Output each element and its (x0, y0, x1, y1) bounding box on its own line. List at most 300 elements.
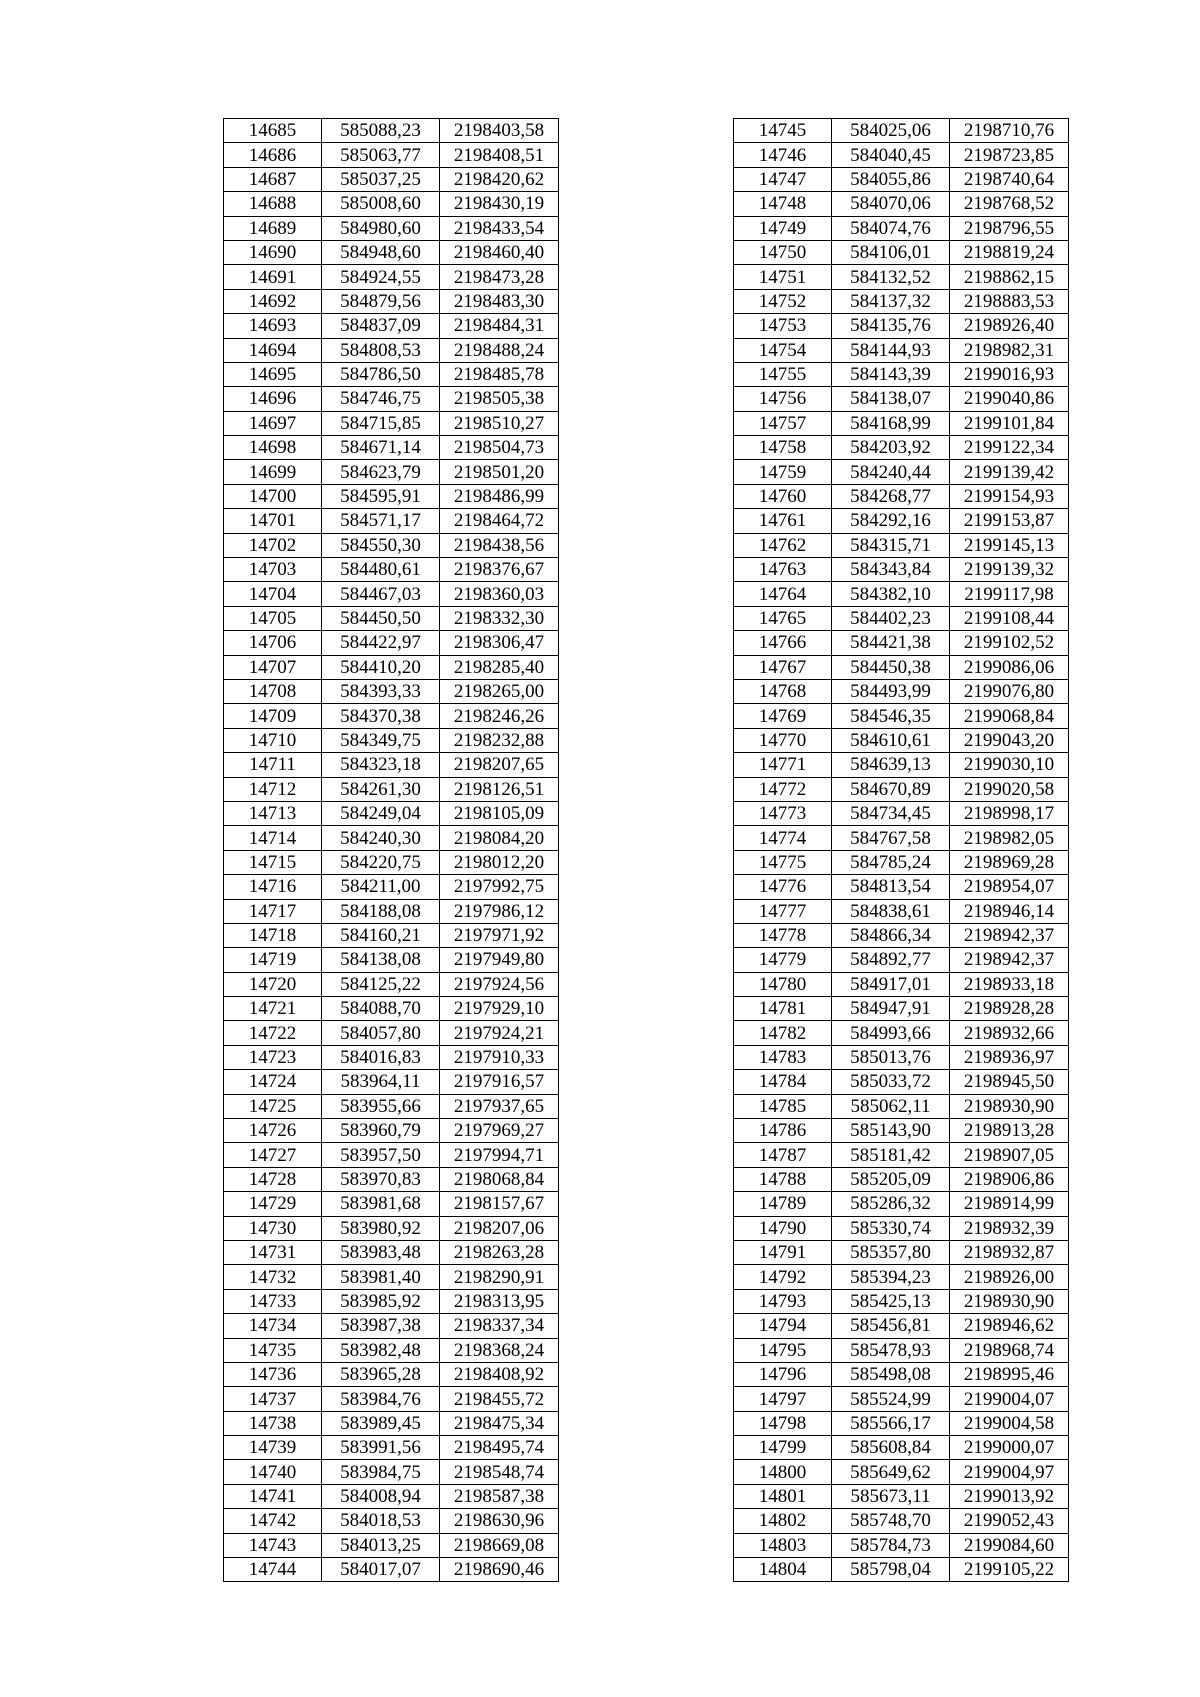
x-coordinate-cell: 584947,91 (832, 997, 950, 1021)
x-coordinate-cell: 584993,66 (832, 1021, 950, 1045)
point-number-cell: 14750 (734, 240, 832, 264)
table-row (734, 1094, 1069, 1118)
x-coordinate-cell: 584924,55 (322, 265, 440, 289)
table-row (224, 1192, 559, 1216)
point-number-cell: 14778 (734, 923, 832, 947)
x-coordinate-cell: 585649,62 (832, 1460, 950, 1484)
table-row (734, 1558, 1069, 1582)
x-coordinate-cell: 584016,83 (322, 1045, 440, 1069)
table-row (734, 338, 1069, 362)
y-coordinate-cell: 2198420,62 (440, 167, 559, 191)
point-number-cell: 14707 (224, 655, 322, 679)
table-row (734, 192, 1069, 216)
table-row (224, 240, 559, 264)
point-number-cell: 14729 (224, 1192, 322, 1216)
table-row (734, 582, 1069, 606)
y-coordinate-cell: 2199139,42 (950, 460, 1069, 484)
table-row (734, 1167, 1069, 1191)
x-coordinate-cell: 584074,76 (832, 216, 950, 240)
table-row (224, 1460, 559, 1484)
point-number-cell: 14704 (224, 582, 322, 606)
point-number-cell: 14776 (734, 875, 832, 899)
point-number-cell: 14722 (224, 1021, 322, 1045)
y-coordinate-cell: 2199020,58 (950, 777, 1069, 801)
x-coordinate-cell: 583982,48 (322, 1338, 440, 1362)
y-coordinate-cell: 2199102,52 (950, 631, 1069, 655)
y-coordinate-cell: 2198263,28 (440, 1240, 559, 1264)
x-coordinate-cell: 584623,79 (322, 460, 440, 484)
y-coordinate-cell: 2199030,10 (950, 753, 1069, 777)
x-coordinate-cell: 584410,20 (322, 655, 440, 679)
point-number-cell: 14731 (224, 1240, 322, 1264)
table-row (224, 1265, 559, 1289)
y-coordinate-cell: 2198433,54 (440, 216, 559, 240)
x-coordinate-cell: 585033,72 (832, 1070, 950, 1094)
table-row (734, 216, 1069, 240)
table-row (224, 679, 559, 703)
point-number-cell: 14772 (734, 777, 832, 801)
x-coordinate-cell: 585013,76 (832, 1045, 950, 1069)
point-number-cell: 14712 (224, 777, 322, 801)
x-coordinate-cell: 584467,03 (322, 582, 440, 606)
y-coordinate-cell: 2198488,24 (440, 338, 559, 362)
table-row (224, 1533, 559, 1557)
point-number-cell: 14746 (734, 143, 832, 167)
point-number-cell: 14758 (734, 436, 832, 460)
x-coordinate-cell: 584323,18 (322, 753, 440, 777)
point-number-cell: 14724 (224, 1070, 322, 1094)
table-row (224, 753, 559, 777)
x-coordinate-cell: 584892,77 (832, 948, 950, 972)
table-row (734, 875, 1069, 899)
x-coordinate-cell: 584571,17 (322, 509, 440, 533)
table-row (224, 509, 559, 533)
x-coordinate-cell: 585524,99 (832, 1387, 950, 1411)
point-number-cell: 14743 (224, 1533, 322, 1557)
table-row (224, 143, 559, 167)
y-coordinate-cell: 2198376,67 (440, 558, 559, 582)
x-coordinate-cell: 584138,07 (832, 387, 950, 411)
y-coordinate-cell: 2198332,30 (440, 606, 559, 630)
point-number-cell: 14790 (734, 1216, 832, 1240)
table-row (734, 1362, 1069, 1386)
table-row (734, 436, 1069, 460)
x-coordinate-cell: 584808,53 (322, 338, 440, 362)
y-coordinate-cell: 2197969,27 (440, 1119, 559, 1143)
point-number-cell: 14803 (734, 1533, 832, 1557)
y-coordinate-cell: 2198207,65 (440, 753, 559, 777)
x-coordinate-cell: 584249,04 (322, 801, 440, 825)
point-number-cell: 14793 (734, 1289, 832, 1313)
point-number-cell: 14689 (224, 216, 322, 240)
table-row (224, 436, 559, 460)
point-number-cell: 14773 (734, 801, 832, 825)
y-coordinate-cell: 2197910,33 (440, 1045, 559, 1069)
table-row (224, 1558, 559, 1582)
point-number-cell: 14693 (224, 314, 322, 338)
x-coordinate-cell: 584767,58 (832, 826, 950, 850)
table-row (224, 1484, 559, 1508)
table-row (224, 216, 559, 240)
point-number-cell: 14734 (224, 1314, 322, 1338)
table-row (224, 1070, 559, 1094)
point-number-cell: 14795 (734, 1338, 832, 1362)
x-coordinate-cell: 583981,68 (322, 1192, 440, 1216)
point-number-cell: 14698 (224, 436, 322, 460)
point-number-cell: 14713 (224, 801, 322, 825)
x-coordinate-cell: 585330,74 (832, 1216, 950, 1240)
y-coordinate-cell: 2197929,10 (440, 997, 559, 1021)
table-row (734, 1119, 1069, 1143)
table-row (224, 606, 559, 630)
y-coordinate-cell: 2199004,97 (950, 1460, 1069, 1484)
x-coordinate-cell: 584261,30 (322, 777, 440, 801)
point-number-cell: 14799 (734, 1436, 832, 1460)
x-coordinate-cell: 584088,70 (322, 997, 440, 1021)
y-coordinate-cell: 2198926,40 (950, 314, 1069, 338)
x-coordinate-cell: 584421,38 (832, 631, 950, 655)
x-coordinate-cell: 584220,75 (322, 850, 440, 874)
table-row (734, 533, 1069, 557)
x-coordinate-cell: 585063,77 (322, 143, 440, 167)
table-row (734, 143, 1069, 167)
x-coordinate-cell: 583987,38 (322, 1314, 440, 1338)
point-number-cell: 14732 (224, 1265, 322, 1289)
table-row (224, 1143, 559, 1167)
x-coordinate-cell: 583955,66 (322, 1094, 440, 1118)
y-coordinate-cell: 2198932,66 (950, 1021, 1069, 1045)
x-coordinate-cell: 585748,70 (832, 1509, 950, 1533)
x-coordinate-cell: 584070,06 (832, 192, 950, 216)
x-coordinate-cell: 585037,25 (322, 167, 440, 191)
table-row (734, 801, 1069, 825)
x-coordinate-cell: 584402,23 (832, 606, 950, 630)
y-coordinate-cell: 2198930,90 (950, 1289, 1069, 1313)
y-coordinate-cell: 2197924,21 (440, 1021, 559, 1045)
y-coordinate-cell: 2198290,91 (440, 1265, 559, 1289)
y-coordinate-cell: 2198464,72 (440, 509, 559, 533)
y-coordinate-cell: 2199013,92 (950, 1484, 1069, 1508)
point-number-cell: 14740 (224, 1460, 322, 1484)
x-coordinate-cell: 584746,75 (322, 387, 440, 411)
point-number-cell: 14766 (734, 631, 832, 655)
y-coordinate-cell: 2199139,32 (950, 558, 1069, 582)
y-coordinate-cell: 2198246,26 (440, 704, 559, 728)
point-number-cell: 14764 (734, 582, 832, 606)
table-row (224, 631, 559, 655)
x-coordinate-cell: 585478,93 (832, 1338, 950, 1362)
y-coordinate-cell: 2198819,24 (950, 240, 1069, 264)
x-coordinate-cell: 584057,80 (322, 1021, 440, 1045)
point-number-cell: 14771 (734, 753, 832, 777)
x-coordinate-cell: 584349,75 (322, 728, 440, 752)
x-coordinate-cell: 585088,23 (322, 119, 440, 143)
point-number-cell: 14723 (224, 1045, 322, 1069)
table-row (224, 460, 559, 484)
y-coordinate-cell: 2198505,38 (440, 387, 559, 411)
point-number-cell: 14721 (224, 997, 322, 1021)
y-coordinate-cell: 2197986,12 (440, 899, 559, 923)
table-row (734, 728, 1069, 752)
y-coordinate-cell: 2198946,62 (950, 1314, 1069, 1338)
table-row (734, 899, 1069, 923)
x-coordinate-cell: 584138,08 (322, 948, 440, 972)
point-number-cell: 14695 (224, 362, 322, 386)
table-row (224, 1119, 559, 1143)
y-coordinate-cell: 2198473,28 (440, 265, 559, 289)
point-number-cell: 14690 (224, 240, 322, 264)
y-coordinate-cell: 2199004,58 (950, 1411, 1069, 1435)
point-number-cell: 14760 (734, 484, 832, 508)
x-coordinate-cell: 584948,60 (322, 240, 440, 264)
point-number-cell: 14744 (224, 1558, 322, 1582)
table-row (734, 1021, 1069, 1045)
point-number-cell: 14781 (734, 997, 832, 1021)
point-number-cell: 14733 (224, 1289, 322, 1313)
point-number-cell: 14705 (224, 606, 322, 630)
y-coordinate-cell: 2198157,67 (440, 1192, 559, 1216)
y-coordinate-cell: 2199052,43 (950, 1509, 1069, 1533)
x-coordinate-cell: 585673,11 (832, 1484, 950, 1508)
y-coordinate-cell: 2199040,86 (950, 387, 1069, 411)
table-row (734, 1533, 1069, 1557)
x-coordinate-cell: 584055,86 (832, 167, 950, 191)
y-coordinate-cell: 2199153,87 (950, 509, 1069, 533)
table-row (734, 972, 1069, 996)
y-coordinate-cell: 2198475,34 (440, 1411, 559, 1435)
table-row (734, 484, 1069, 508)
x-coordinate-cell: 583984,76 (322, 1387, 440, 1411)
table-row (224, 533, 559, 557)
point-number-cell: 14719 (224, 948, 322, 972)
y-coordinate-cell: 2199086,06 (950, 655, 1069, 679)
point-number-cell: 14802 (734, 1509, 832, 1533)
x-coordinate-cell: 585181,42 (832, 1143, 950, 1167)
x-coordinate-cell: 585456,81 (832, 1314, 950, 1338)
point-number-cell: 14730 (224, 1216, 322, 1240)
table-row (734, 1460, 1069, 1484)
point-number-cell: 14792 (734, 1265, 832, 1289)
table-row (734, 948, 1069, 972)
x-coordinate-cell: 584550,30 (322, 533, 440, 557)
table-row (224, 1411, 559, 1435)
table-row (734, 1436, 1069, 1460)
y-coordinate-cell: 2198995,46 (950, 1362, 1069, 1386)
x-coordinate-cell: 584610,61 (832, 728, 950, 752)
x-coordinate-cell: 583960,79 (322, 1119, 440, 1143)
point-number-cell: 14739 (224, 1436, 322, 1460)
table-row (224, 338, 559, 362)
table-row (224, 850, 559, 874)
table-row (734, 1411, 1069, 1435)
point-number-cell: 14702 (224, 533, 322, 557)
table-row (224, 1436, 559, 1460)
table-row (734, 240, 1069, 264)
table-row (224, 192, 559, 216)
point-number-cell: 14749 (734, 216, 832, 240)
y-coordinate-cell: 2199154,93 (950, 484, 1069, 508)
point-number-cell: 14735 (224, 1338, 322, 1362)
point-number-cell: 14699 (224, 460, 322, 484)
y-coordinate-cell: 2198946,14 (950, 899, 1069, 923)
point-number-cell: 14782 (734, 1021, 832, 1045)
y-coordinate-cell: 2198408,51 (440, 143, 559, 167)
table-row (224, 289, 559, 313)
x-coordinate-cell: 584671,14 (322, 436, 440, 460)
coordinate-table-left (223, 118, 559, 1582)
x-coordinate-cell: 585357,80 (832, 1240, 950, 1264)
point-number-cell: 14737 (224, 1387, 322, 1411)
y-coordinate-cell: 2198306,47 (440, 631, 559, 655)
table-row (224, 387, 559, 411)
point-number-cell: 14703 (224, 558, 322, 582)
x-coordinate-cell: 584980,60 (322, 216, 440, 240)
point-number-cell: 14687 (224, 167, 322, 191)
point-number-cell: 14759 (734, 460, 832, 484)
table-row (224, 875, 559, 899)
y-coordinate-cell: 2198926,00 (950, 1265, 1069, 1289)
point-number-cell: 14784 (734, 1070, 832, 1094)
y-coordinate-cell: 2198265,00 (440, 679, 559, 703)
point-number-cell: 14785 (734, 1094, 832, 1118)
point-number-cell: 14767 (734, 655, 832, 679)
x-coordinate-cell: 584393,33 (322, 679, 440, 703)
y-coordinate-cell: 2197924,56 (440, 972, 559, 996)
point-number-cell: 14753 (734, 314, 832, 338)
table-row (734, 704, 1069, 728)
point-number-cell: 14770 (734, 728, 832, 752)
x-coordinate-cell: 584106,01 (832, 240, 950, 264)
point-number-cell: 14706 (224, 631, 322, 655)
x-coordinate-cell: 584343,84 (832, 558, 950, 582)
y-coordinate-cell: 2199043,20 (950, 728, 1069, 752)
x-coordinate-cell: 583970,83 (322, 1167, 440, 1191)
table-row (224, 777, 559, 801)
coordinate-table-right (733, 118, 1069, 1582)
y-coordinate-cell: 2198982,05 (950, 826, 1069, 850)
x-coordinate-cell: 583989,45 (322, 1411, 440, 1435)
table-row (224, 1509, 559, 1533)
point-number-cell: 14688 (224, 192, 322, 216)
x-coordinate-cell: 584268,77 (832, 484, 950, 508)
y-coordinate-cell: 2198933,18 (950, 972, 1069, 996)
table-row (734, 1216, 1069, 1240)
table-row (734, 1240, 1069, 1264)
x-coordinate-cell: 584315,71 (832, 533, 950, 557)
table-row (734, 1143, 1069, 1167)
point-number-cell: 14694 (224, 338, 322, 362)
y-coordinate-cell: 2198796,55 (950, 216, 1069, 240)
table-row (734, 289, 1069, 313)
x-coordinate-cell: 584168,99 (832, 411, 950, 435)
y-coordinate-cell: 2198723,85 (950, 143, 1069, 167)
point-number-cell: 14769 (734, 704, 832, 728)
x-coordinate-cell: 584017,07 (322, 1558, 440, 1582)
table-row (224, 1216, 559, 1240)
table-row (224, 1240, 559, 1264)
table-row (224, 1045, 559, 1069)
point-number-cell: 14757 (734, 411, 832, 435)
table-row (224, 704, 559, 728)
table-row (224, 899, 559, 923)
y-coordinate-cell: 2198484,31 (440, 314, 559, 338)
table-row (224, 167, 559, 191)
table-row (734, 777, 1069, 801)
y-coordinate-cell: 2198942,37 (950, 923, 1069, 947)
point-number-cell: 14701 (224, 509, 322, 533)
y-coordinate-cell: 2198360,03 (440, 582, 559, 606)
table-row (224, 1021, 559, 1045)
table-row (734, 923, 1069, 947)
x-coordinate-cell: 584785,24 (832, 850, 950, 874)
point-number-cell: 14751 (734, 265, 832, 289)
table-row (734, 1045, 1069, 1069)
table-row (224, 1094, 559, 1118)
y-coordinate-cell: 2199068,84 (950, 704, 1069, 728)
point-number-cell: 14801 (734, 1484, 832, 1508)
point-number-cell: 14728 (224, 1167, 322, 1191)
point-number-cell: 14697 (224, 411, 322, 435)
table-row (734, 1338, 1069, 1362)
x-coordinate-cell: 584137,32 (832, 289, 950, 313)
x-coordinate-cell: 585498,08 (832, 1362, 950, 1386)
point-number-cell: 14708 (224, 679, 322, 703)
x-coordinate-cell: 584025,06 (832, 119, 950, 143)
table-row (734, 1314, 1069, 1338)
y-coordinate-cell: 2198936,97 (950, 1045, 1069, 1069)
y-coordinate-cell: 2199122,34 (950, 436, 1069, 460)
x-coordinate-cell: 583991,56 (322, 1436, 440, 1460)
point-number-cell: 14779 (734, 948, 832, 972)
x-coordinate-cell: 584144,93 (832, 338, 950, 362)
y-coordinate-cell: 2199084,60 (950, 1533, 1069, 1557)
table-row (224, 558, 559, 582)
x-coordinate-cell: 584480,61 (322, 558, 440, 582)
point-number-cell: 14742 (224, 1509, 322, 1533)
y-coordinate-cell: 2199016,93 (950, 362, 1069, 386)
y-coordinate-cell: 2197971,92 (440, 923, 559, 947)
x-coordinate-cell: 584837,09 (322, 314, 440, 338)
x-coordinate-cell: 583983,48 (322, 1240, 440, 1264)
y-coordinate-cell: 2198630,96 (440, 1509, 559, 1533)
y-coordinate-cell: 2197937,65 (440, 1094, 559, 1118)
table-row (224, 582, 559, 606)
y-coordinate-cell: 2199004,07 (950, 1387, 1069, 1411)
y-coordinate-cell: 2198232,88 (440, 728, 559, 752)
table-row (734, 679, 1069, 703)
table-row (734, 167, 1069, 191)
point-number-cell: 14692 (224, 289, 322, 313)
table-row (734, 631, 1069, 655)
y-coordinate-cell: 2197994,71 (440, 1143, 559, 1167)
point-number-cell: 14798 (734, 1411, 832, 1435)
x-coordinate-cell: 584639,13 (832, 753, 950, 777)
table-row (224, 655, 559, 679)
y-coordinate-cell: 2198969,28 (950, 850, 1069, 874)
x-coordinate-cell: 584240,44 (832, 460, 950, 484)
table-row (224, 1289, 559, 1313)
x-coordinate-cell: 585798,04 (832, 1558, 950, 1582)
x-coordinate-cell: 584382,10 (832, 582, 950, 606)
y-coordinate-cell: 2198408,92 (440, 1362, 559, 1386)
x-coordinate-cell: 584188,08 (322, 899, 440, 923)
point-number-cell: 14789 (734, 1192, 832, 1216)
table-row (224, 1314, 559, 1338)
x-coordinate-cell: 584132,52 (832, 265, 950, 289)
point-number-cell: 14717 (224, 899, 322, 923)
y-coordinate-cell: 2198710,76 (950, 119, 1069, 143)
point-number-cell: 14777 (734, 899, 832, 923)
